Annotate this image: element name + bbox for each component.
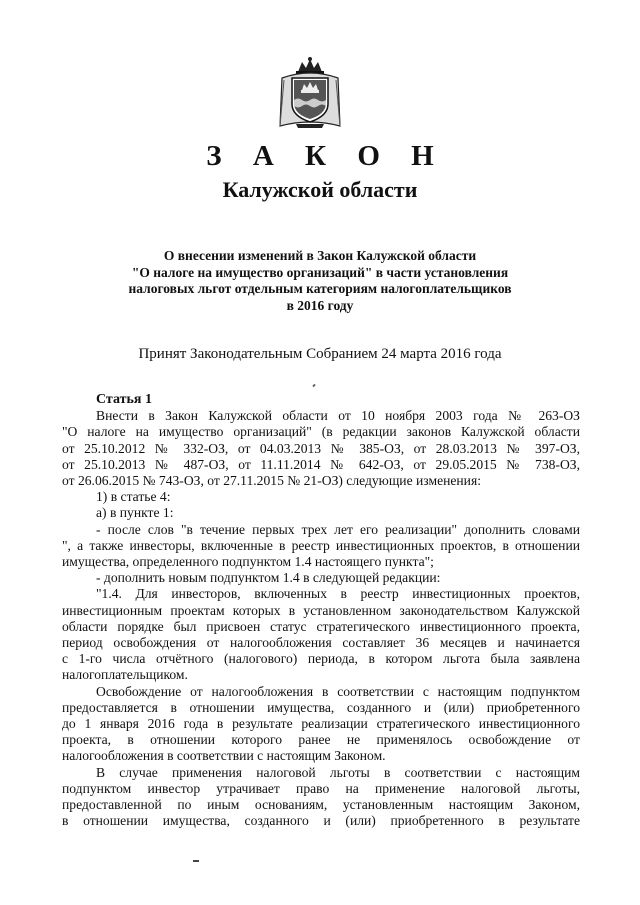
subject-line: "О налоге на имущество организаций" в части установления [131, 264, 509, 280]
article-line: предоставляется в отношении имущества, созданного и (или) приобретенного [62, 699, 580, 715]
coat-of-arms-icon [276, 56, 344, 130]
article-line: в отношении имущества, созданного и (или) приобретенного в результате [62, 813, 580, 829]
article-line: В случае применения налоговой льготы в соответствии с настоящим [96, 764, 580, 780]
article-line: "О налоге на имущество организаций" (в редакции законов Калужской области [62, 424, 580, 440]
article-line: подпунктом инвестор утрачивает право на применение налоговой льготы, [62, 780, 580, 796]
article-line: области порядке был присвоен статус стратегического инвестиционного проекта, [62, 618, 580, 634]
article-line: Освобождение от налогообложения в соответствии с настоящим подпунктом [96, 683, 580, 699]
article-line: от 25.10.2013 № 487-ОЗ, от 11.11.2014 № 642-ОЗ, от 29.05.2015 № 738-ОЗ, [62, 456, 580, 472]
article-body [62, 392, 580, 829]
article-line: имущества, определенного подпунктом 1.4 настоящего пункта"; [62, 554, 434, 570]
article-line: ", а также инвесторы, включенные в реестр инвестиционных проектов, в отношении [62, 537, 580, 553]
adoption-statement: Принят Законодательным Собранием 24 марта 2016 года [138, 346, 502, 362]
law-subject [60, 248, 580, 314]
scan-speck [193, 860, 199, 862]
article-line: предоставленной по иным основаниям, установленным настоящим Законом, [62, 797, 580, 813]
article-line: - после слов "в течение первых трех лет его реализации" дополнить словами [96, 521, 580, 537]
article-line: от 26.06.2015 № 743-ОЗ, от 27.11.2015 № 21-ОЗ) следующие изменения: [62, 473, 481, 489]
article-line: налогоплательщиком. [62, 667, 188, 683]
article-heading: Статья 1 [96, 392, 152, 407]
article-line: с 1-го числа отчётного (налогового) периода, в котором льгота была заявлена [62, 651, 580, 667]
article-line: 1) в статье 4: [96, 489, 171, 505]
article-line: проекта, в отношении которого ранее не применялось освобождение от [62, 732, 580, 748]
law-title: З А К О Н [206, 140, 446, 172]
article-line: налогообложения в соответствии с настоящим Законом. [62, 748, 386, 764]
scan-speck [312, 384, 315, 388]
article-line: Внести в Закон Калужской области от 10 ноября 2003 года № 263-ОЗ [96, 408, 580, 424]
article-line: от 25.10.2012 № 332-ОЗ, от 04.03.2013 № 385-ОЗ, от 28.03.2013 № 397-ОЗ, [62, 440, 580, 456]
law-region: Калужской области [222, 177, 418, 202]
subject-line: налоговых льгот отдельным категориям налогоплательщиков [128, 281, 512, 296]
article-line: "1.4. Для инвесторов, включенных в реестр инвестиционных проектов, [96, 586, 580, 602]
article-line: период освобождения от налогообложения составляет 36 месяцев и начинается [62, 635, 580, 651]
subject-line: в 2016 году [286, 297, 354, 313]
subject-line: О внесении изменений в Закон Калужской области [163, 248, 477, 263]
article-line: инвестиционным проектам которых в установленном законодательством Калужской [62, 602, 580, 618]
article-line: а) в пункте 1: [96, 505, 174, 521]
article-line: - дополнить новым подпунктом 1.4 в следующей редакции: [96, 570, 441, 586]
article-line: до 1 января 2016 года в результате реализации стратегического инвестиционного [62, 716, 580, 732]
